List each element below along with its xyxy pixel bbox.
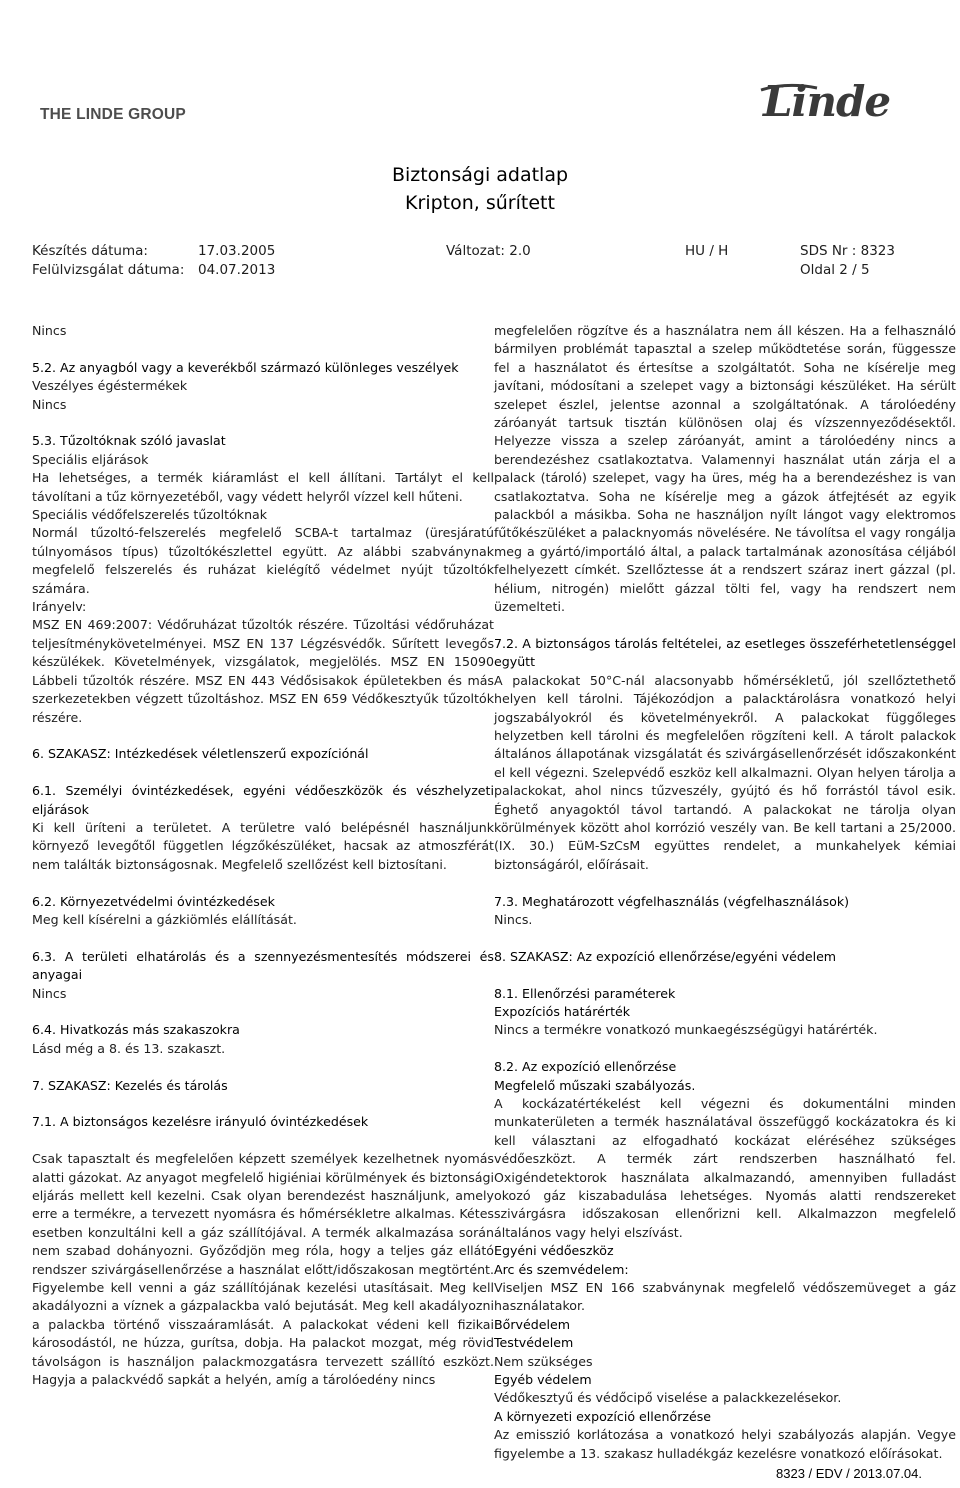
section-heading: 5.2. Az anyagból vagy a keverékből származó különleges veszélyek xyxy=(32,359,459,375)
paragraph: Védőkesztyű és védőcipő viselése a palackkezelésekor. xyxy=(494,1390,842,1406)
paragraph: Az emisszió korlátozása a vonatkozó helyi szabályozás alapján. Vegye figyelembe a 13. szakasz hulladékgáz kezelésre vonatkozó előírásokat. xyxy=(494,1427,956,1461)
paragraph: Nincs a termékre vonatkozó munkaegészségügyi határérték. xyxy=(494,1022,878,1038)
section-heading: 6. SZAKASZ: Intézkedések véletlenszerű expozíciónál xyxy=(32,746,369,762)
subheading: Arc és szemvédelem: xyxy=(494,1261,629,1277)
paragraph: Nincs xyxy=(32,396,67,412)
subheading: A környezeti expozíció ellenőrzése xyxy=(494,1408,712,1424)
subheading: Megfelelő műszaki szabályozás. xyxy=(494,1077,696,1093)
subheading: Egyéb védelem xyxy=(494,1372,592,1388)
paragraph: Nincs xyxy=(32,985,67,1001)
section-heading: 5.3. Tűzoltóknak szóló javaslat xyxy=(32,433,226,449)
subheading: Irányelv: xyxy=(32,599,87,615)
section-heading: 6.1. Személyi óvintézkedések, egyéni védőeszközök és vészhelyzeti eljárások xyxy=(32,783,494,817)
revised-date: 04.07.2013 xyxy=(198,262,276,278)
right-column xyxy=(494,322,956,1463)
prepared-date: 17.03.2005 xyxy=(198,243,276,259)
subheading: Bőrvédelem xyxy=(494,1316,570,1332)
paragraph: A kockázatértékelést kell végezni és dokumentálni minden munkaterületen a termék használatával összefüggő kockázatokra és ki kell választani az elfogadható kockázat eléréséhez szükséges védőeszközt. A termék zárt rendszerben használható fel. Oxigéndetektorok használata alkalmazandó, amennyiben fulladást okozó gáz kiszabadulása lehetséges. Nyomás alatti rendszereket szivárgásra időszakosan ellenőrizni kell. Alkalmazzon megfelelő általános vagy helyi elszívást. xyxy=(494,1095,956,1240)
paragraph: megfelelően rögzítve és a használatra nem áll készen. Ha a felhasználó bármilyen problémát tapasztal a szelep működtetése során, függessze fel a használatot és értesítse a szolgáltatót. Soha ne kísérelje meg javítani, módosítani a szelepet vagy a biztonsági készüléket. Ha sérült szelepet észlel, jelentse azonnal a szolgáltatónak. A tárolóedény záróanyát tartsuk tisztán különösen olaj és vízszennyeződésektől. Helyezze vissza a szelep záróanyát, amint a tárolóedény nincs a berendezéshez csatlakoztatva. Valamennyi használat után zárja el a palack (tároló) szelepet, vagy ha üres, még ha a berendezéshez is van csatlakoztatva. Soha ne kísérelje meg a gázok átfejtését az egyik palackból a másikba. Soha ne használjon nyílt lángot vagy elektromos fűtőkészüléket a palacknyomás növelésére. Ne távolítsa el vagy rongálja meg a gyártó/importáló által, a palack tartalmának azonosítása céljából felhelyezett címkét. Szellőztesse át a rendszert száraz inert gázzal (pl. hélium, nitrogén) mielőtt gázzal tölti fel, vagy ha rendszert nem üzemelteti. xyxy=(494,323,956,615)
country-code: HU / H xyxy=(685,243,729,259)
footer-reference: 8323 / EDV / 2013.07.04. xyxy=(776,1466,922,1481)
page-number: Oldal 2 / 5 xyxy=(800,262,870,278)
product-name: Kripton, sűrített xyxy=(405,192,555,214)
paragraph: Nem szükséges xyxy=(494,1353,593,1369)
prepared-label: Készítés dátuma: xyxy=(32,243,148,259)
linde-logo xyxy=(757,80,927,130)
section-heading: 8.2. Az expozíció ellenőrzése xyxy=(494,1059,677,1075)
subheading: Expozíciós határérték xyxy=(494,1003,631,1019)
paragraph: Nincs. xyxy=(494,911,533,927)
section-heading: 6.3. A területi elhatárolás és a szennyezésmentesítés módszerei és anyagai xyxy=(32,948,494,983)
section-heading: 7.1. A biztonságos kezelésre irányuló óvintézkedések xyxy=(32,1114,369,1130)
paragraph: MSZ EN 469:2007: Védőruházat tűzoltók részére. Tűzoltási védőruházat teljesítménykövetelményei. MSZ EN 137 Légzésvédők. Sűrített levegős készülékek. Követelmények, vizsgálatok, megjelölés. MSZ EN 15090 Lábbeli tűzoltók részére. MSZ EN 443 Védősisakok épületekben és más szerkezetekben végzett tűzoltáshoz. MSZ EN 659 Védőkesztyűk tűzoltók részére. xyxy=(32,617,494,725)
subheading: Veszélyes égéstermékek xyxy=(32,378,188,394)
sds-number: SDS Nr : 8323 xyxy=(800,243,895,259)
section-heading: 7.3. Meghatározott végfelhasználás (végfelhasználások) xyxy=(494,893,850,909)
subheading: Testvédelem xyxy=(494,1335,574,1351)
subheading: Speciális eljárások xyxy=(32,451,149,467)
paragraph: Viseljen MSZ EN 166 szabványnak megfelelő védőszemüveget a gáz használatakor. xyxy=(494,1280,956,1314)
left-column xyxy=(32,322,494,1389)
section-heading: 6.2. Környezetvédelmi óvintézkedések xyxy=(32,893,275,909)
section-heading: 7. SZAKASZ: Kezelés és tárolás xyxy=(32,1077,228,1093)
paragraph: Nincs xyxy=(32,323,67,338)
revised-label: Felülvizsgálat dátuma: xyxy=(32,262,185,278)
svg-text:Linde: Linde xyxy=(763,80,891,126)
paragraph: A palackokat 50°C-nál alacsonyabb hőmérsékletű, jól szellőztethető helyen kell tárolni. Tájékozódjon a palacktárolásra vonatkozó helyi jogszabályokról és követelményekről. A palackokat függőleges helyzetben kell tárolni és megfelelően rögzíteni kell. A tárolt palackok általános állapotának vizsgálatát és szivárgásellenőrzését időszakonként el kell végezni. Szelepvédő eszköz kell alkalmazni. Olyan helyen tárolja a palackokat, ahol nincs tűzveszély, gyújtó és hő forrástól távol esik. Éghető anyagoktól távol tartandó. A palackokat ne tárolja olyan körülmények között ahol korrózió veszély van. Be kell tartani a 25/2000. (IX. 30.) EüM-SzCsM együttes rendelet, a munkahelyek kémiai biztonságáról, előírásait. xyxy=(494,672,956,872)
section-heading: 6.4. Hivatkozás más szakaszokra xyxy=(32,1022,240,1038)
document-title: Biztonsági adatlap xyxy=(391,164,569,186)
paragraph: Csak tapasztalt és megfelelően képzett személyek kezelhetnek nyomás alatti gázokat. Az anyagot megfelelő higiéniai körülmények és biztonsági eljárás mellett kell kezelni. Csak olyan berendezést használjunk, amely erre a termékre, a tervezett nyomásra és hőmérsékletre alkalmas. Kétes esetben konzultálni kell a gáz szállítójával. A termék alkalmazása során nem szabad dohányozni. Győződjön meg róla, hogy a teljes gáz ellátó rendszer szivárgásellenőrzése a használat előtt/időszakosan megtörtént. Figyelembe kell venni a gáz szállítójának kezelési utasításait. Meg kell akadályozni a víznek a gázpalackba való bejutását. Meg kell akadályozni a palackba történő visszaáramlását. A palackokat védeni kell fizikai károsodástól, ne húzza, gurítsa, dobja. Ha palackot mozgat, még rövid távolságon is használjon palackmozgatásra tervezett szállító eszközt. Hagyja a palackvédő sapkát a helyén, amíg a tárolóedény nincs xyxy=(32,1151,494,1387)
paragraph: Ha lehetséges, a termék kiáramlást el kell állítani. Tartályt el kell távolítani a tűz környezetéből, vagy védett helyről vízzel kell hűteni. xyxy=(32,470,494,504)
subheading: Egyéni védőeszköz xyxy=(494,1243,614,1259)
paragraph: Meg kell kísérelni a gázkiömlés elállítását. xyxy=(32,911,297,927)
section-heading: 8.1. Ellenőrzési paraméterek xyxy=(494,985,676,1001)
section-heading: 7.2. A biztonságos tárolás feltételei, az esetleges összeférhetetlenséggel együtt xyxy=(494,635,956,670)
paragraph: Normál tűzoltó-felszerelés megfelelő SCBA-t tartalmaz (üresjáratú túlnyomásos típus) tűzoltókészlettel együtt. Az alábbi szabványnak megfelelő felszerelés és ruházat kielégítő védelmet nyújt tűzoltók számára. xyxy=(32,525,494,596)
section-heading: 8. SZAKASZ: Az expozíció ellenőrzése/egyéni védelem xyxy=(494,948,837,964)
paragraph: Ki kell üríteni a területet. A területre való belépésnél használjunk környező levegőtől független légzőkészüléket, hacsak az atmoszférát nem találták biztonságosnak. Megfelelő szellőzést kell biztosítani. xyxy=(32,819,494,872)
paragraph: Lásd még a 8. és 13. szakaszt. xyxy=(32,1040,226,1056)
version: Változat: 2.0 xyxy=(446,243,531,259)
subheading: Speciális védőfelszerelés tűzoltóknak xyxy=(32,507,268,523)
linde-group-logo: THE LINDE GROUP xyxy=(40,106,186,123)
